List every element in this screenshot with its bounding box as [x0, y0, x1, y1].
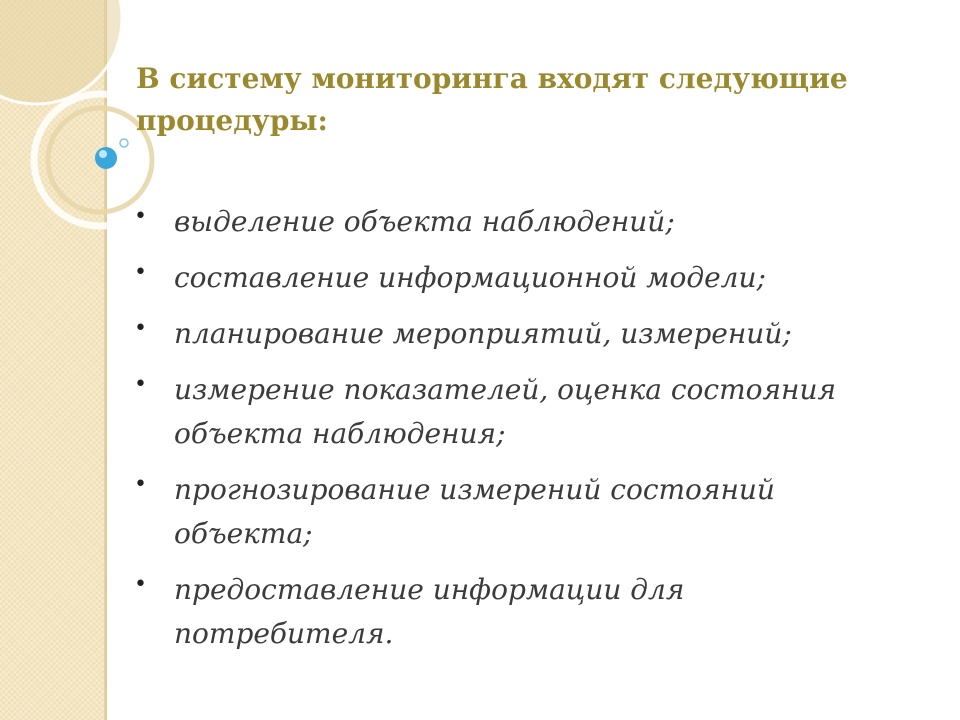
list-item-text: прогнозирование измерений состояний объекта; [174, 473, 775, 550]
bullet-icon: • [134, 472, 147, 497]
bullet-icon: • [134, 260, 147, 285]
list-item-text: планирование мероприятий, измерений; [174, 317, 792, 350]
list-item [130, 256, 910, 300]
procedure-list [130, 200, 910, 668]
decor-large-disc [0, 0, 122, 104]
list-item [130, 568, 910, 656]
bullet-icon: • [134, 316, 147, 341]
list-item [130, 312, 910, 356]
list-item-text: измерение показателей, оценка состояния объекта наблюдения; [174, 373, 837, 450]
bubble-highlight [99, 150, 107, 158]
bullet-icon: • [134, 572, 147, 597]
bullet-icon: • [134, 372, 147, 397]
blue-bubble-icon [95, 147, 117, 169]
slide-title: В систему мониторинга входят следующие процедуры: [136, 62, 848, 137]
list-item [130, 200, 910, 244]
list-item [130, 368, 910, 456]
list-item-text: выделение объекта наблюдений; [174, 205, 675, 238]
list-item-text: составление информационной модели; [174, 261, 766, 294]
small-bubble-icon [120, 139, 128, 147]
list-item-text: предоставление информации для потребителя. [174, 573, 685, 650]
list-item [130, 468, 910, 556]
bullet-icon: • [134, 204, 147, 229]
